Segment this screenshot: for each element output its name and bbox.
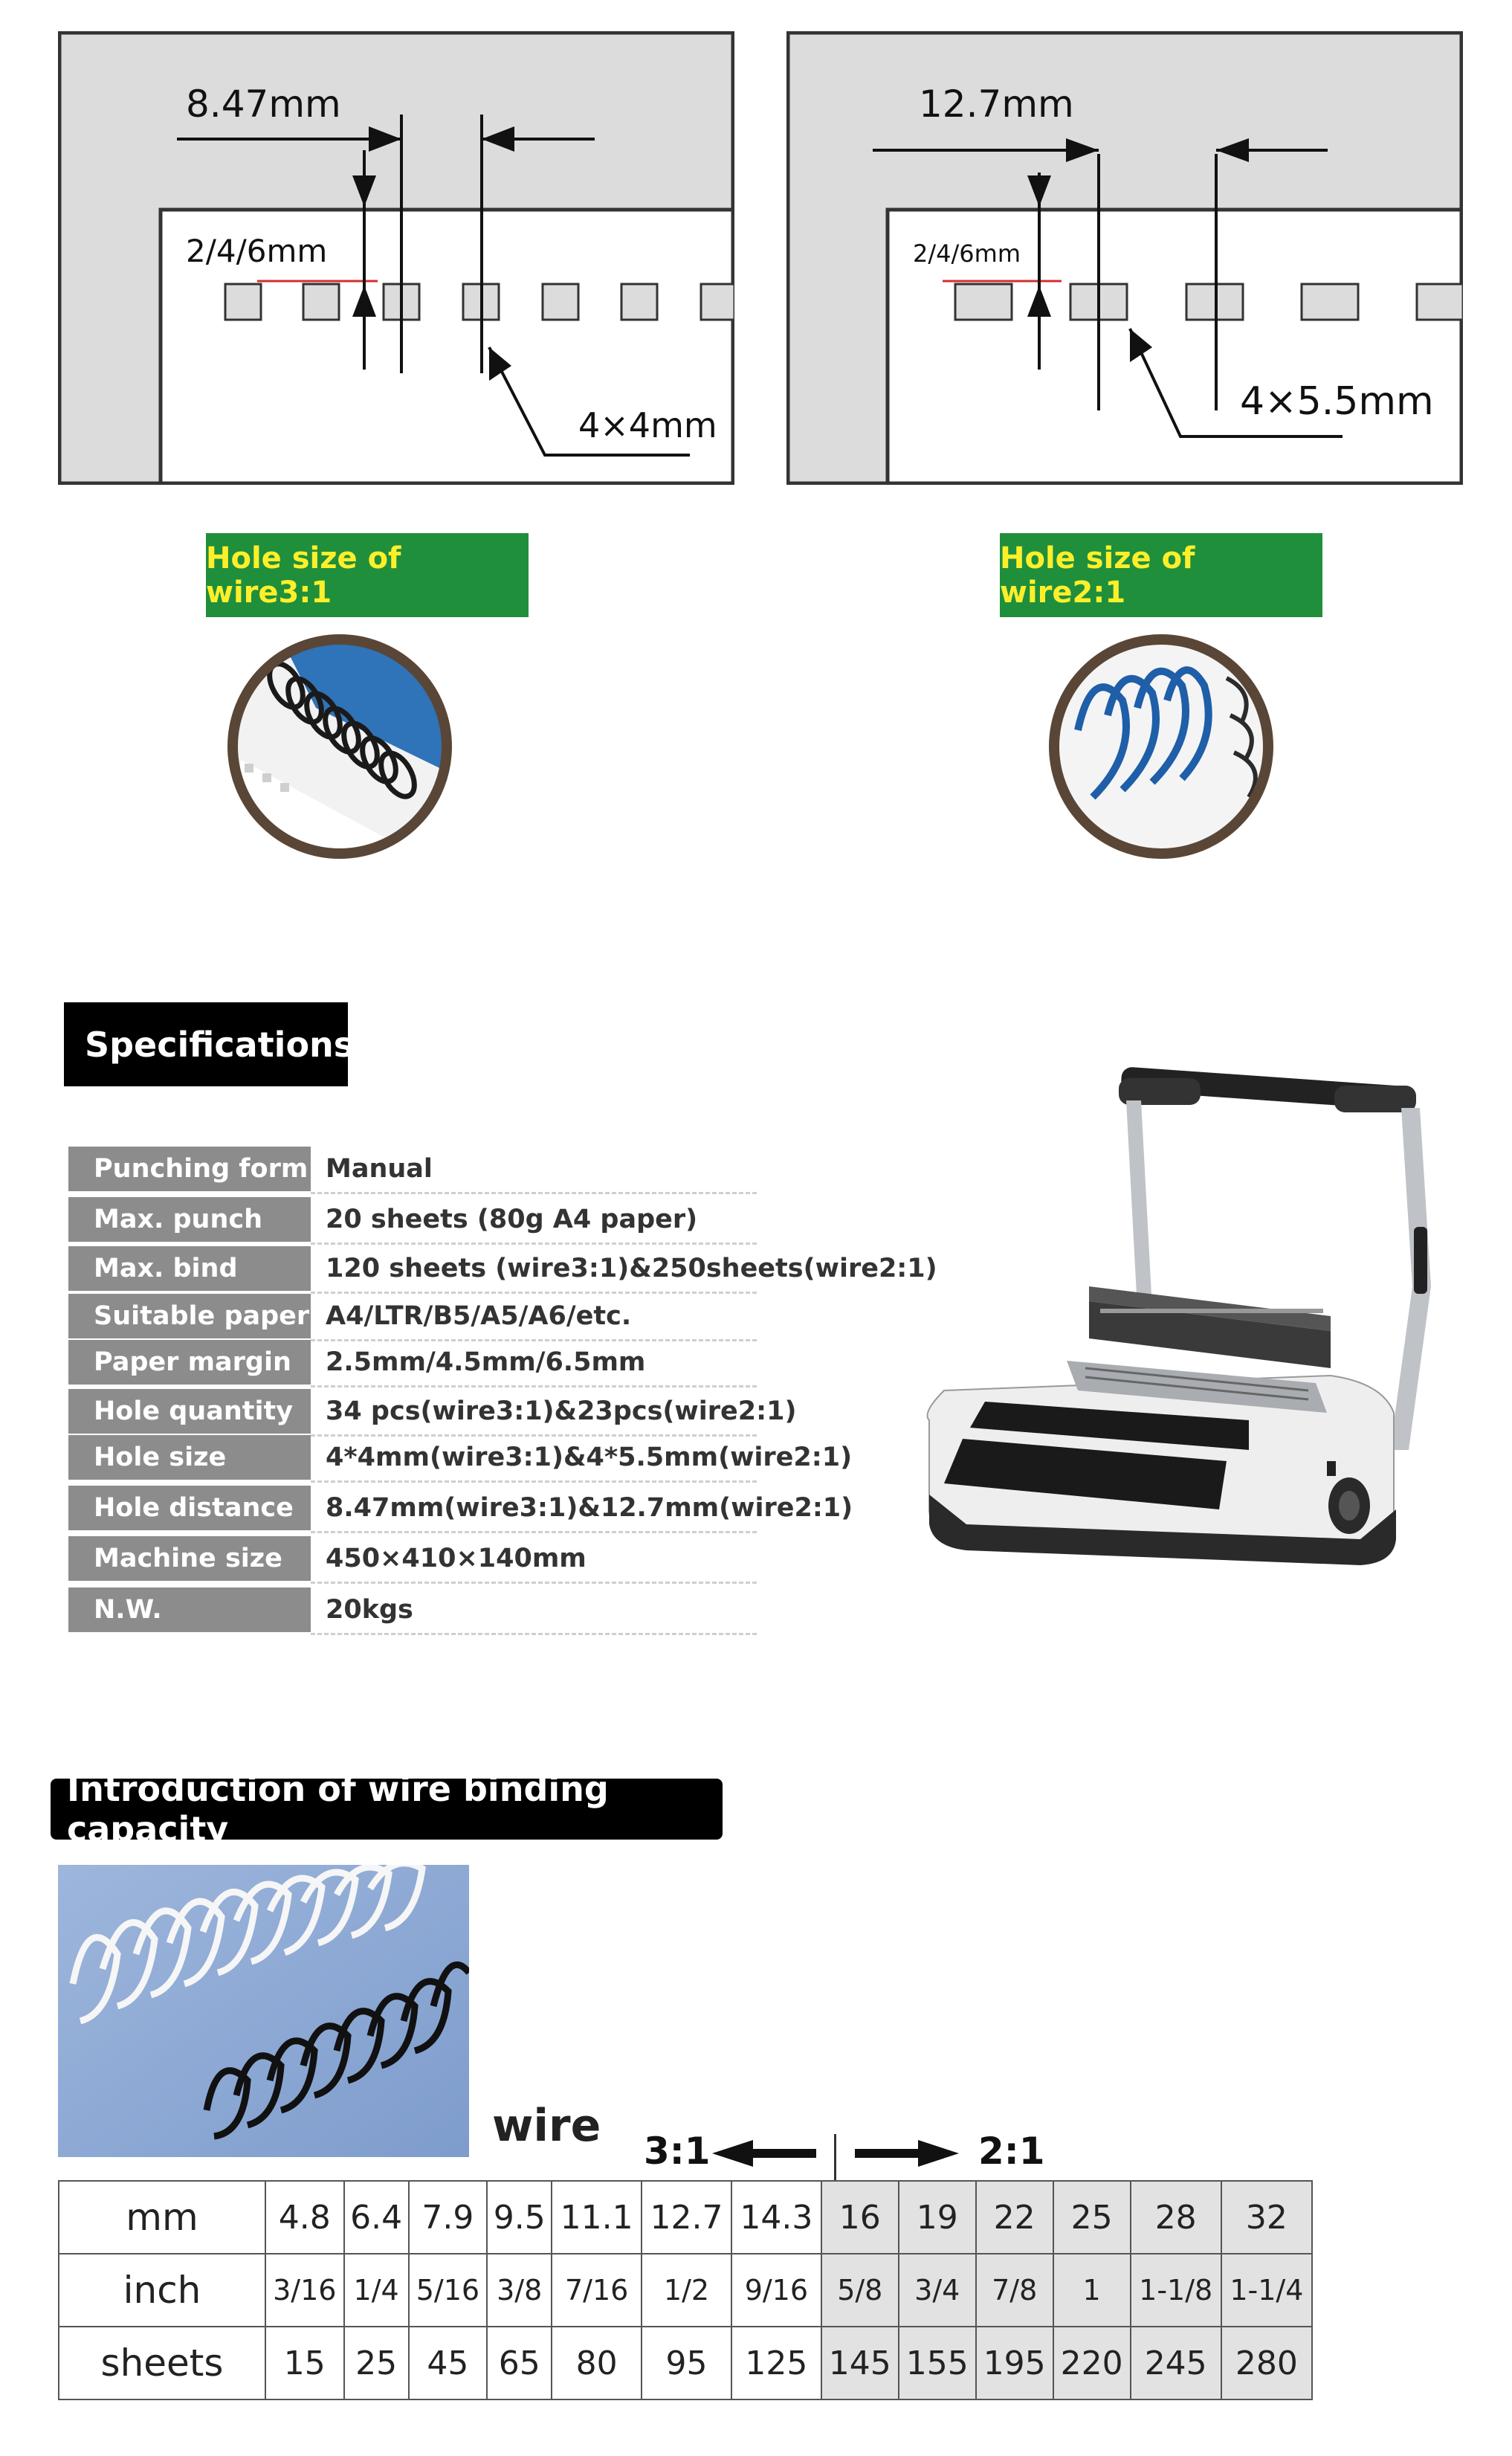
spec-row bbox=[68, 1294, 757, 1340]
spec-row bbox=[68, 1246, 937, 1292]
pitch-label: 8.47mm bbox=[186, 83, 341, 126]
badge-wire-3-1: Hole size of wire3:1 bbox=[206, 533, 529, 617]
capacity-row-sheets bbox=[59, 2327, 1312, 2399]
spec-row bbox=[68, 1340, 757, 1386]
spec-value: 34 pcs(wire3:1)&23pcs(wire2:1) bbox=[326, 1396, 797, 1426]
capacity-cell: 11.1 bbox=[552, 2181, 642, 2254]
capacity-cell: 80 bbox=[552, 2327, 642, 2399]
wire-2-1-photo bbox=[1048, 634, 1275, 860]
spec-label: N.W. bbox=[68, 1588, 311, 1632]
capacity-cell: 65 bbox=[487, 2327, 552, 2399]
hole-size-label: 4×5.5mm bbox=[1240, 379, 1434, 424]
wire-coils-photo bbox=[58, 1865, 469, 2157]
capacity-cell: 3/4 bbox=[899, 2254, 976, 2327]
capacity-cell: 125 bbox=[731, 2327, 821, 2399]
spec-label: Hole distance bbox=[68, 1486, 311, 1530]
spec-label: Suitable paper bbox=[68, 1294, 311, 1338]
spec-value: 20kgs bbox=[326, 1595, 413, 1625]
capacity-cell: 19 bbox=[899, 2181, 976, 2254]
spec-value: 2.5mm/4.5mm/6.5mm bbox=[326, 1347, 646, 1377]
pitch-label: 12.7mm bbox=[919, 83, 1074, 126]
badge-wire-2-1: Hole size of wire2:1 bbox=[1000, 533, 1322, 617]
spec-label: Machine size bbox=[68, 1536, 311, 1581]
spec-row bbox=[68, 1197, 757, 1243]
capacity-cell: 280 bbox=[1221, 2327, 1312, 2399]
capacity-cell: 1 bbox=[1053, 2254, 1131, 2327]
row-header: mm bbox=[59, 2181, 265, 2254]
row-divider bbox=[311, 1242, 757, 1245]
capacity-table bbox=[58, 2180, 1313, 2400]
capacity-cell: 25 bbox=[1053, 2181, 1131, 2254]
spec-value: Manual bbox=[326, 1154, 433, 1184]
hole-diagram-wire-3-1 bbox=[58, 31, 734, 485]
capacity-cell: 15 bbox=[265, 2327, 344, 2399]
capacity-cell: 1-1/8 bbox=[1131, 2254, 1221, 2327]
row-divider bbox=[311, 1385, 757, 1387]
capacity-cell: 3/16 bbox=[265, 2254, 344, 2327]
ratio-2-1-label: 2:1 bbox=[978, 2130, 1045, 2173]
capacity-cell: 14.3 bbox=[731, 2181, 821, 2254]
capacity-cell: 3/8 bbox=[487, 2254, 552, 2327]
spec-label: Max. punch bbox=[68, 1197, 311, 1242]
capacity-cell: 5/16 bbox=[409, 2254, 488, 2327]
row-divider bbox=[311, 1633, 757, 1635]
capacity-cell: 22 bbox=[976, 2181, 1053, 2254]
row-divider bbox=[311, 1531, 757, 1533]
capacity-cell: 155 bbox=[899, 2327, 976, 2399]
spec-label: Max. bind bbox=[68, 1246, 311, 1291]
hole-diagram-wire-2-1 bbox=[786, 31, 1463, 485]
row-header: inch bbox=[59, 2254, 265, 2327]
spec-value: 450×410×140mm bbox=[326, 1544, 587, 1573]
capacity-cell: 6.4 bbox=[344, 2181, 409, 2254]
spec-value: 20 sheets (80g A4 paper) bbox=[326, 1205, 698, 1234]
specifications-heading: Specifications bbox=[64, 1002, 348, 1086]
row-divider bbox=[311, 1582, 757, 1584]
spec-row bbox=[68, 1147, 757, 1193]
hole-size-label: 4×4mm bbox=[578, 405, 717, 445]
spec-label: Paper margin bbox=[68, 1340, 311, 1385]
capacity-row-mm bbox=[59, 2181, 1312, 2254]
ratio-3-1-label: 3:1 bbox=[644, 2130, 711, 2173]
capacity-cell: 1/4 bbox=[344, 2254, 409, 2327]
capacity-cell: 28 bbox=[1131, 2181, 1221, 2254]
row-header: sheets bbox=[59, 2327, 265, 2399]
margin-label: 2/4/6mm bbox=[913, 239, 1021, 268]
capacity-cell: 1-1/4 bbox=[1221, 2254, 1312, 2327]
spec-value: A4/LTR/B5/A5/A6/etc. bbox=[326, 1301, 632, 1331]
row-divider bbox=[311, 1192, 757, 1194]
capacity-cell: 9.5 bbox=[487, 2181, 552, 2254]
spec-label: Hole size bbox=[68, 1435, 311, 1480]
margin-label: 2/4/6mm bbox=[186, 233, 328, 269]
capacity-cell: 1/2 bbox=[642, 2254, 731, 2327]
capacity-heading: Introduction of wire binding capacity bbox=[51, 1779, 723, 1840]
capacity-cell: 9/16 bbox=[731, 2254, 821, 2327]
spec-row bbox=[68, 1486, 853, 1532]
capacity-cell: 245 bbox=[1131, 2327, 1221, 2399]
spec-row bbox=[68, 1588, 757, 1634]
capacity-cell: 7.9 bbox=[409, 2181, 488, 2254]
capacity-cell: 195 bbox=[976, 2327, 1053, 2399]
capacity-cell: 7/8 bbox=[976, 2254, 1053, 2327]
capacity-cell: 7/16 bbox=[552, 2254, 642, 2327]
arrow-left-icon bbox=[712, 2138, 816, 2168]
spec-row bbox=[68, 1389, 797, 1435]
capacity-cell: 12.7 bbox=[642, 2181, 731, 2254]
spec-label: Punching form bbox=[68, 1147, 311, 1191]
ratio-divider bbox=[834, 2134, 836, 2182]
spec-row bbox=[68, 1536, 757, 1582]
capacity-row-inch bbox=[59, 2254, 1312, 2327]
capacity-cell: 4.8 bbox=[265, 2181, 344, 2254]
wire-label: wire bbox=[492, 2100, 601, 2152]
spec-label: Hole quantity bbox=[68, 1389, 311, 1434]
spec-value: 8.47mm(wire3:1)&12.7mm(wire2:1) bbox=[326, 1493, 853, 1523]
arrow-right-icon bbox=[855, 2138, 959, 2168]
row-divider bbox=[311, 1480, 757, 1483]
capacity-cell: 45 bbox=[409, 2327, 488, 2399]
spec-value: 120 sheets (wire3:1)&250sheets(wire2:1) bbox=[326, 1254, 937, 1283]
capacity-cell: 25 bbox=[344, 2327, 409, 2399]
spec-value: 4*4mm(wire3:1)&4*5.5mm(wire2:1) bbox=[326, 1443, 853, 1472]
capacity-cell: 95 bbox=[642, 2327, 731, 2399]
capacity-cell: 5/8 bbox=[821, 2254, 899, 2327]
wire-3-1-book-photo bbox=[227, 634, 453, 860]
capacity-cell: 16 bbox=[821, 2181, 899, 2254]
capacity-cell: 220 bbox=[1053, 2327, 1131, 2399]
binding-machine-photo bbox=[899, 1063, 1435, 1628]
capacity-cell: 32 bbox=[1221, 2181, 1312, 2254]
capacity-cell: 145 bbox=[821, 2327, 899, 2399]
spec-row bbox=[68, 1435, 853, 1481]
